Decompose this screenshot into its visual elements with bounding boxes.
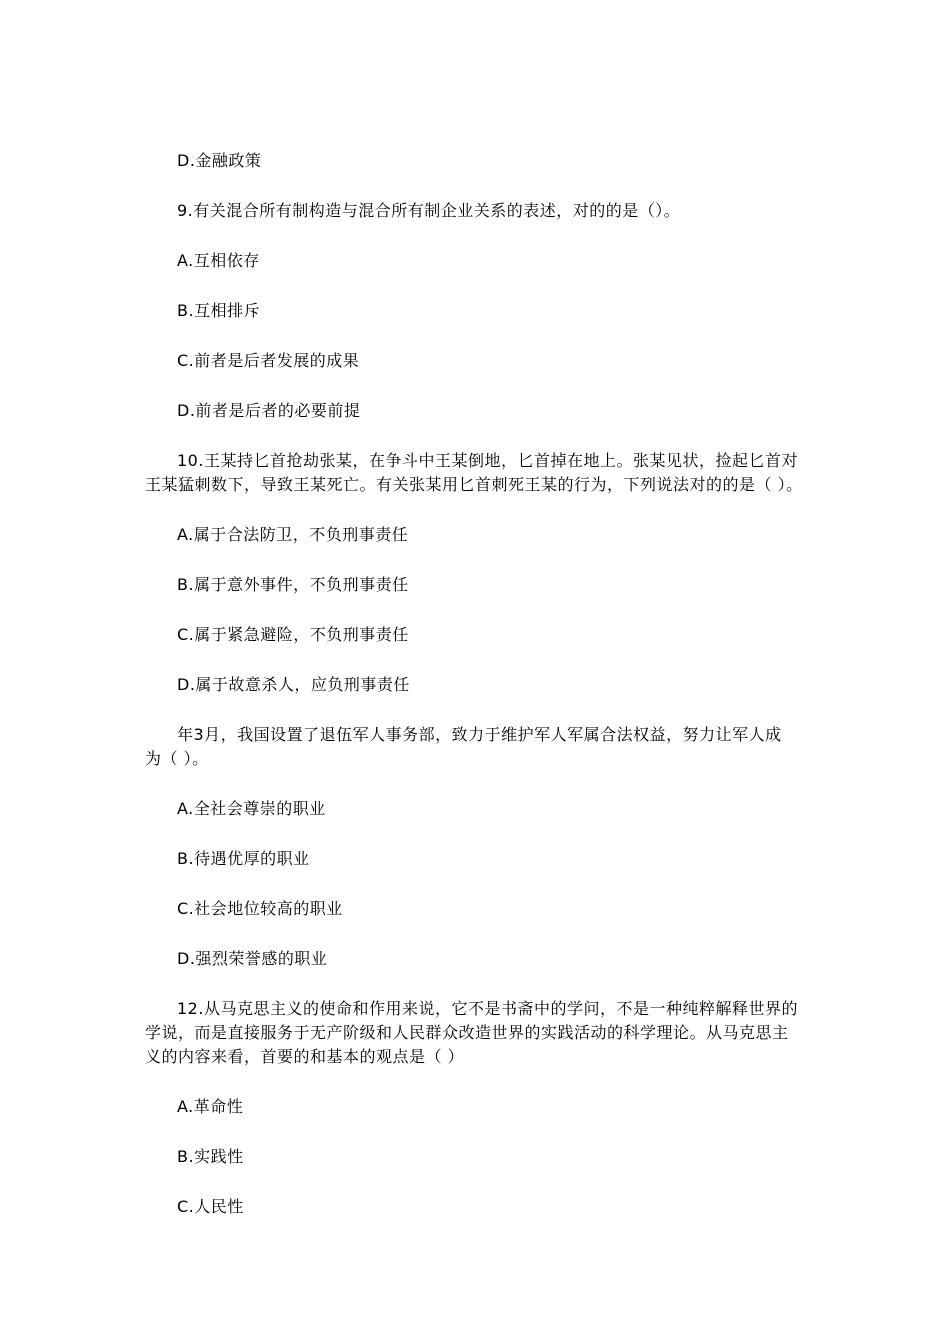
q10-option-a: A.属于合法防卫，不负刑事责任 bbox=[177, 525, 409, 544]
q12-option-a: A.革命性 bbox=[177, 1097, 244, 1116]
q12-question-line2: 学说，而是直接服务于无产阶级和人民群众改造世界的实践活动的科学理论。从马克思主 bbox=[145, 1023, 789, 1042]
q10-question-line1: 10.王某持匕首抢劫张某，在争斗中王某倒地，匕首掉在地上。张某见状，捡起匕首对 bbox=[177, 451, 798, 470]
q9-question: 9.有关混合所有制构造与混合所有制企业关系的表述，对的的是（）。 bbox=[177, 201, 681, 220]
q11-question-line2: 为（ ）。 bbox=[145, 749, 209, 768]
q11-option-b: B.待遇优厚的职业 bbox=[177, 849, 310, 868]
q12-option-b: B.实践性 bbox=[177, 1147, 244, 1166]
q9-option-c: C.前者是后者发展的成果 bbox=[177, 351, 360, 370]
q9-option-b: B.互相排斥 bbox=[177, 301, 261, 320]
q12-option-c: C.人民性 bbox=[177, 1197, 244, 1216]
q12-question-line1: 12.从马克思主义的使命和作用来说，它不是书斋中的学问，不是一种纯粹解释世界的 bbox=[177, 999, 798, 1018]
q9-option-a: A.互相依存 bbox=[177, 251, 260, 270]
q10-option-c: C.属于紧急避险，不负刑事责任 bbox=[177, 625, 409, 644]
q11-option-c: C.社会地位较高的职业 bbox=[177, 899, 343, 918]
q10-option-b: B.属于意外事件，不负刑事责任 bbox=[177, 575, 409, 594]
q9-option-d: D.前者是后者的必要前提 bbox=[177, 401, 361, 420]
q8-option-d: D.金融政策 bbox=[177, 151, 262, 170]
q10-question-line2: 王某猛刺数下，导致王某死亡。有关张某用匕首刺死王某的行为，下列说法对的的是（ ）。 bbox=[145, 475, 803, 494]
q12-question-line3: 义的内容来看，首要的和基本的观点是（ ） bbox=[145, 1047, 465, 1066]
q11-question-line1: 年3月，我国设置了退伍军人事务部，致力于维护军人军属合法权益，努力让军人成 bbox=[177, 725, 782, 744]
q11-option-a: A.全社会尊崇的职业 bbox=[177, 799, 326, 818]
q11-option-d: D.强烈荣誉感的职业 bbox=[177, 949, 328, 968]
q10-option-d: D.属于故意杀人，应负刑事责任 bbox=[177, 675, 410, 694]
